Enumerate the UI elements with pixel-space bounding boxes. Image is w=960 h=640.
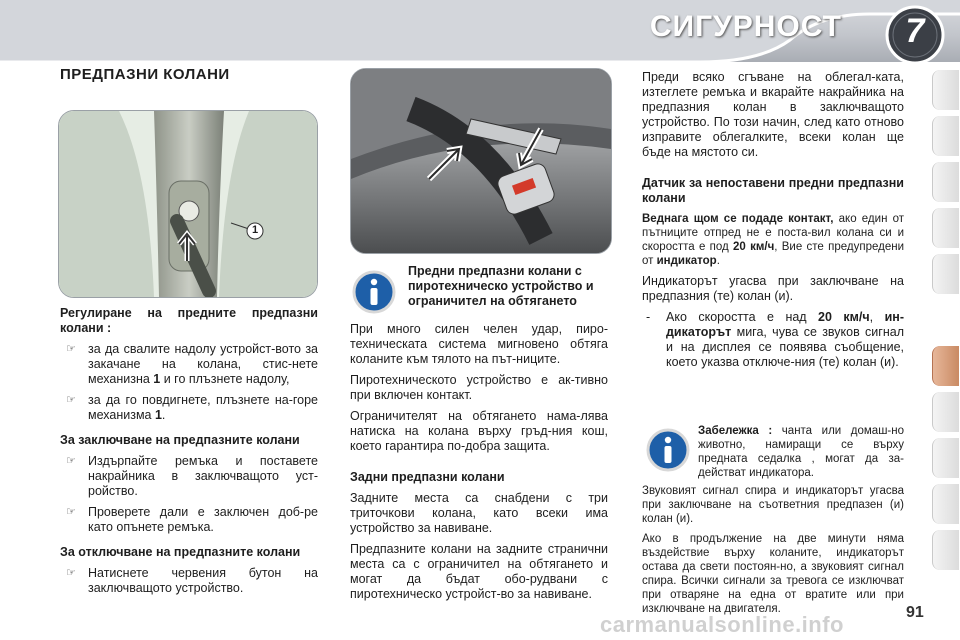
note-text: чанта или домаш-но животно, намиращи се върху предната седалка , могат да за-действат индикатора. — [698, 425, 905, 479]
side-tab-7-active[interactable] — [932, 346, 959, 386]
chapter-badge — [884, 4, 946, 66]
unlock-title: За отключване на предпазните колани — [60, 545, 301, 559]
chapter-title: СИГУРНОСТ — [649, 10, 842, 43]
watermark: carmanualsonline.info — [600, 612, 844, 637]
right-paragraph-4: Звуковият сигнал спира и индикаторът угасва при заключване на съответния предпазен (и) колан (и). — [642, 485, 904, 525]
note-label: Забележка : — [698, 425, 773, 437]
middle-paragraph-3: Ограничителят на обтягането нама-лява натиска на колана върху гръд-ния кош, което гарантира по-добра защита. — [350, 409, 608, 453]
page-number: 91 — [906, 604, 924, 621]
middle-paragraph-2: Пиротехническото устройство е ак-тивно при включен контакт. — [350, 373, 608, 402]
seatbelt-buckle-illustration — [351, 69, 611, 253]
right-paragraph-5: Ако в продължение на две минути няма въздействие върху коланите, индикаторът остава да свети постоян-но, а звуковият сигнал спира. Всички сигнали за тревога се изключват при отваряне на една от вратите или при изключване на двигателя. — [642, 533, 904, 615]
note-info-icon — [646, 428, 690, 472]
side-tab-9[interactable] — [932, 438, 959, 478]
pointing-hand-icon: ☞ — [66, 567, 76, 579]
lock-bullet-1: ☞ Издърпайте ремъка и поставете накрайника в заключващото уст-ройство. — [66, 454, 318, 498]
pointing-hand-icon: ☞ — [66, 343, 76, 355]
figure-label-1: 1 — [251, 224, 259, 236]
unlock-bullet-1: ☞ Натиснете червения бутон на заключващото устройство. — [66, 566, 318, 595]
info-icon — [352, 270, 396, 314]
middle-column — [350, 322, 608, 608]
seatbelt-buckle-photo — [350, 68, 612, 254]
right-dash-item: - Ако скоростта е над 20 км/ч, ин-дикаторът мига, чува се звуков сигнал и на дисплея се появява съобщение, което указва отключе-ния (те) колан (и). — [646, 310, 904, 369]
right-column — [642, 70, 904, 376]
middle-paragraph-5: Предпазните колани на задните странични места са с ограничител на обтягането и могат да бъдат обо-рудвани с пиротехническо устройст-во за навиване. — [350, 542, 608, 601]
right-paragraph-2: Веднага щом се подаде контакт, ако един от пътниците отпред не е поста-вил колана си и скоростта е под 20 км/ч, Вие сте предупредени от индикатор. — [642, 213, 905, 267]
right-paragraph-1: Преди всяко сгъване на облегал-ката, изтеглете ремъка и вкарайте накрайника на предпазния колан в заключващото устройство. По този начин, след като отново изправите облегалките, всеки колан ще бъде на мястото си. — [642, 70, 904, 159]
seatbelt-height-photo — [58, 110, 318, 298]
right-paragraph-3: Индикаторът угасва при заключване на предпазния (те) колан (и). — [642, 274, 904, 303]
lock-bullet-2: ☞ Проверете дали е заключен доб-ре като опънете ремъка. — [66, 505, 318, 534]
note-box — [698, 424, 904, 480]
rear-belts-title: Задни предпазни колани — [350, 470, 505, 484]
adjust-bullet-2: ☞ за да го повдигнете, плъзнете на-горе механизма 1. — [66, 393, 318, 422]
middle-paragraph-4: Задните места са снабдени с три триточкови колана, като всеки има устройство за навиване. — [350, 491, 608, 535]
adjust-title: Регулиране на предните предпазни колани : — [60, 306, 318, 335]
side-tab-4[interactable] — [932, 208, 959, 248]
middle-paragraph-1: При много силен челен удар, пиро-техническата система мигновено обтяга коланите към тялото на път-ниците. — [350, 322, 608, 366]
pointing-hand-icon: ☞ — [66, 455, 76, 467]
side-tabs — [928, 70, 960, 630]
left-column — [60, 306, 318, 602]
info-box-title: Предни предпазни колани с пиротехническо устройство и ограничител на обтягането — [408, 264, 594, 308]
chapter-number: 7 — [905, 12, 925, 50]
side-tab-2[interactable] — [932, 116, 959, 156]
section-title: ПРЕДПАЗНИ КОЛАНИ — [60, 66, 230, 83]
right-column-lower — [642, 484, 904, 622]
side-tab-8[interactable] — [932, 392, 959, 432]
adjust-bullet-1: ☞ за да свалите надолу устройст-вото за закачане на колана, стис-нете механизна 1 и го плъзнете надолу, — [66, 342, 318, 386]
side-tab-5[interactable] — [932, 254, 959, 294]
side-tab-11[interactable] — [932, 530, 959, 570]
pointing-hand-icon: ☞ — [66, 506, 76, 518]
seatbelt-height-illustration — [59, 111, 317, 297]
sensor-title: Датчик за непоставени предни предпазни колани — [642, 176, 904, 205]
side-tab-3[interactable] — [932, 162, 959, 202]
lock-title: За заключване на предпазните колани — [60, 433, 300, 447]
side-tab-10[interactable] — [932, 484, 959, 524]
side-tab-1[interactable] — [932, 70, 959, 110]
pointing-hand-icon: ☞ — [66, 394, 76, 406]
